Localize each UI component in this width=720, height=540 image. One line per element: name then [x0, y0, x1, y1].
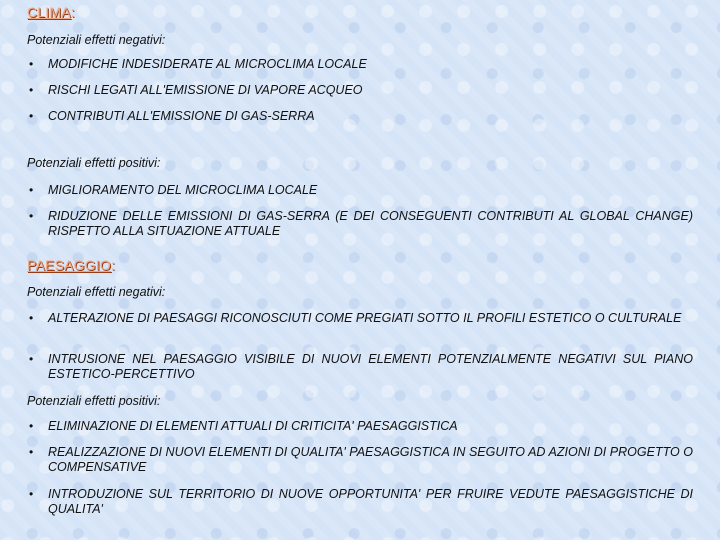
list-item-text: INTRODUZIONE SUL TERRITORIO DI NUOVE OPPORTUNITA' PER FRUIRE VEDUTE PAESAGGISTICHE DI QUALITA'	[48, 487, 693, 516]
list-item-text: RIDUZIONE DELLE EMISSIONI DI GAS-SERRA (E DEI CONSEGUENTI CONTRIBUTI AL GLOBAL CHANGE) RISPETTO ALLA SITUAZIONE ATTUALE	[48, 209, 693, 238]
list-item	[27, 487, 693, 517]
list-item	[27, 445, 693, 475]
positive-effects-label: Potenziali effetti positivi:	[27, 156, 161, 170]
bullet-icon: •	[29, 57, 34, 71]
list-item	[27, 83, 693, 98]
list-item	[27, 311, 693, 326]
bullet-icon: •	[29, 311, 34, 325]
bullet-icon: •	[29, 209, 34, 223]
list-item-text: INTRUSIONE NEL PAESAGGIO VISIBILE DI NUOVI ELEMENTI POTENZIALMENTE NEGATIVI SUL PIANO ESTETICO-PERCETTIVO	[48, 352, 693, 381]
section-heading-paesaggio	[27, 257, 115, 273]
list-item	[27, 352, 693, 382]
bullet-icon: •	[29, 109, 34, 123]
section-title: CLIMA	[27, 4, 71, 20]
section-title-colon: :	[70, 4, 75, 20]
negative-effects-label: Potenziali effetti negativi:	[27, 285, 166, 299]
bullet-icon: •	[29, 487, 34, 501]
bullet-icon: •	[29, 352, 34, 366]
section-title-colon: :	[111, 257, 116, 273]
list-item	[27, 209, 693, 239]
list-item-text: MODIFICHE INDESIDERATE AL MICROCLIMA LOCALE	[48, 57, 367, 71]
list-item-text: MIGLIORAMENTO DEL MICROCLIMA LOCALE	[48, 183, 318, 197]
bullet-icon: •	[29, 183, 34, 197]
negative-effects-label: Potenziali effetti negativi:	[27, 33, 166, 47]
section-heading-clima	[27, 4, 75, 20]
bullet-icon: •	[29, 445, 34, 459]
list-item-text: ALTERAZIONE DI PAESAGGI RICONOSCIUTI COME PREGIATI SOTTO IL PROFILI ESTETICO O CULTURALE	[48, 311, 682, 325]
list-item-text: ELIMINAZIONE DI ELEMENTI ATTUALI DI CRITICITA' PAESAGGISTICA	[48, 419, 458, 433]
list-item-text: RISCHI LEGATI ALL'EMISSIONE DI VAPORE ACQUEO	[48, 83, 363, 97]
list-item-text: REALIZZAZIONE DI NUOVI ELEMENTI DI QUALITA' PAESAGGISTICA IN SEGUITO AD AZIONI DI PROGETTO O COMPENSATIVE	[48, 445, 693, 474]
positive-effects-label: Potenziali effetti positivi:	[27, 394, 161, 408]
list-item	[27, 109, 693, 124]
list-item	[27, 183, 693, 198]
bullet-icon: •	[29, 83, 34, 97]
list-item	[27, 57, 693, 72]
list-item-text: CONTRIBUTI ALL'EMISSIONE DI GAS-SERRA	[48, 109, 315, 123]
bullet-icon: •	[29, 419, 34, 433]
list-item	[27, 419, 693, 434]
section-title: PAESAGGIO	[27, 257, 112, 273]
